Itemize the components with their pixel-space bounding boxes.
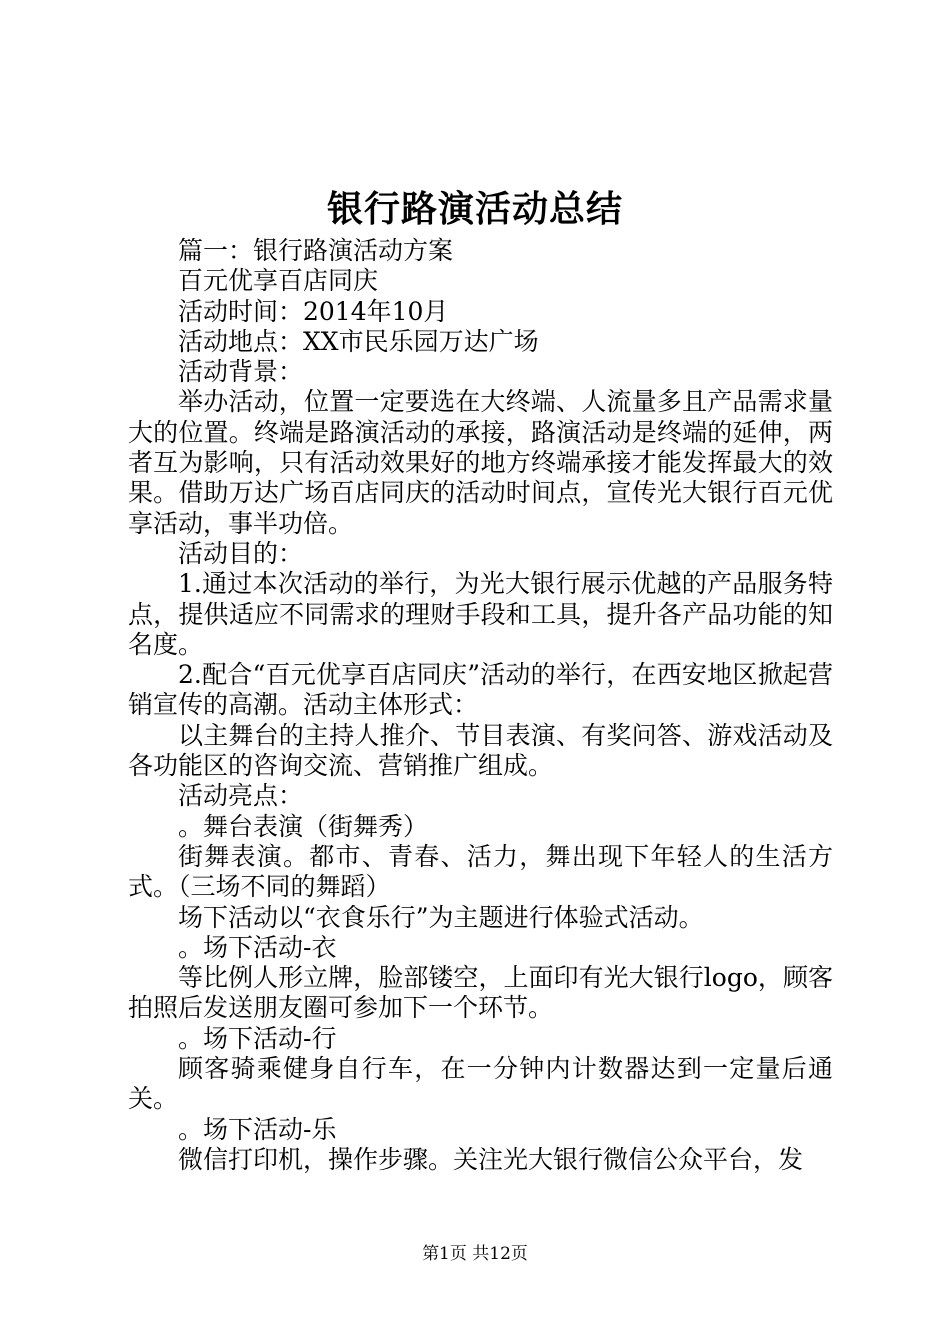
paragraph: 举办活动，位置一定要选在大终端、人流量多且产品需求量大的位置。终端是路演活动的承接，路演活动是终端的延伸，两者互为影响，只有活动效果好的地方终端承接才能发挥最大的效果。借助万达广场百店同庆的活动时间点，宣传光大银行百元优享活动，事半功倍。 bbox=[128, 387, 833, 538]
document-title: 银行路演活动总结 bbox=[326, 188, 623, 230]
paragraph: 2.配合“百元优享百店同庆”活动的举行，在西安地区掀起营销宣传的高潮。活动主体形式： bbox=[128, 660, 833, 720]
paragraph: 顾客骑乘健身自行车，在一分钟内计数器达到一定量后通关。 bbox=[128, 1054, 833, 1114]
paragraph: 百元优享百店同庆 bbox=[178, 266, 379, 296]
paragraph: 。场下活动-行 bbox=[178, 1023, 337, 1053]
paragraph: 活动背景： bbox=[178, 357, 304, 387]
paragraph: 篇一：银行路演活动方案 bbox=[178, 236, 454, 265]
paragraph: 街舞表演。都市、青春、活力，舞出现下年轻人的生活方式。（三场不同的舞蹈） bbox=[128, 841, 833, 902]
paragraph: 等比例人形立牌，脸部镂空，上面印有光大银行logo，顾客拍照后发送朋友圈可参加下一个环节。 bbox=[128, 963, 833, 1023]
paragraph: 活动地点：XX市民乐园万达广场 bbox=[178, 326, 539, 356]
paragraph: 微信打印机，操作步骤。关注光大银行微信公众平台，发 bbox=[178, 1144, 804, 1174]
page-number-footer: 第1页 共12页 bbox=[422, 1244, 528, 1264]
paragraph: 活动亮点： bbox=[178, 781, 304, 811]
paragraph: 活动时间：2014年10月 bbox=[178, 296, 449, 326]
paragraph: 场下活动以“衣食乐行”为主题进行体验式活动。 bbox=[178, 902, 704, 932]
paragraph: 。场下活动-乐 bbox=[178, 1114, 337, 1144]
document-body bbox=[128, 236, 833, 1175]
paragraph: 。场下活动-衣 bbox=[178, 932, 337, 962]
paragraph: 以主舞台的主持人推介、节目表演、有奖问答、游戏活动及各功能区的咨询交流、营销推广组成。 bbox=[128, 720, 833, 781]
paragraph: 1.通过本次活动的举行，为光大银行展示优越的产品服务特点，提供适应不同需求的理财手段和工具，提升各产品功能的知名度。 bbox=[128, 569, 833, 659]
paragraph: 。舞台表演（街舞秀） bbox=[178, 811, 429, 841]
paragraph: 活动目的： bbox=[178, 538, 304, 568]
